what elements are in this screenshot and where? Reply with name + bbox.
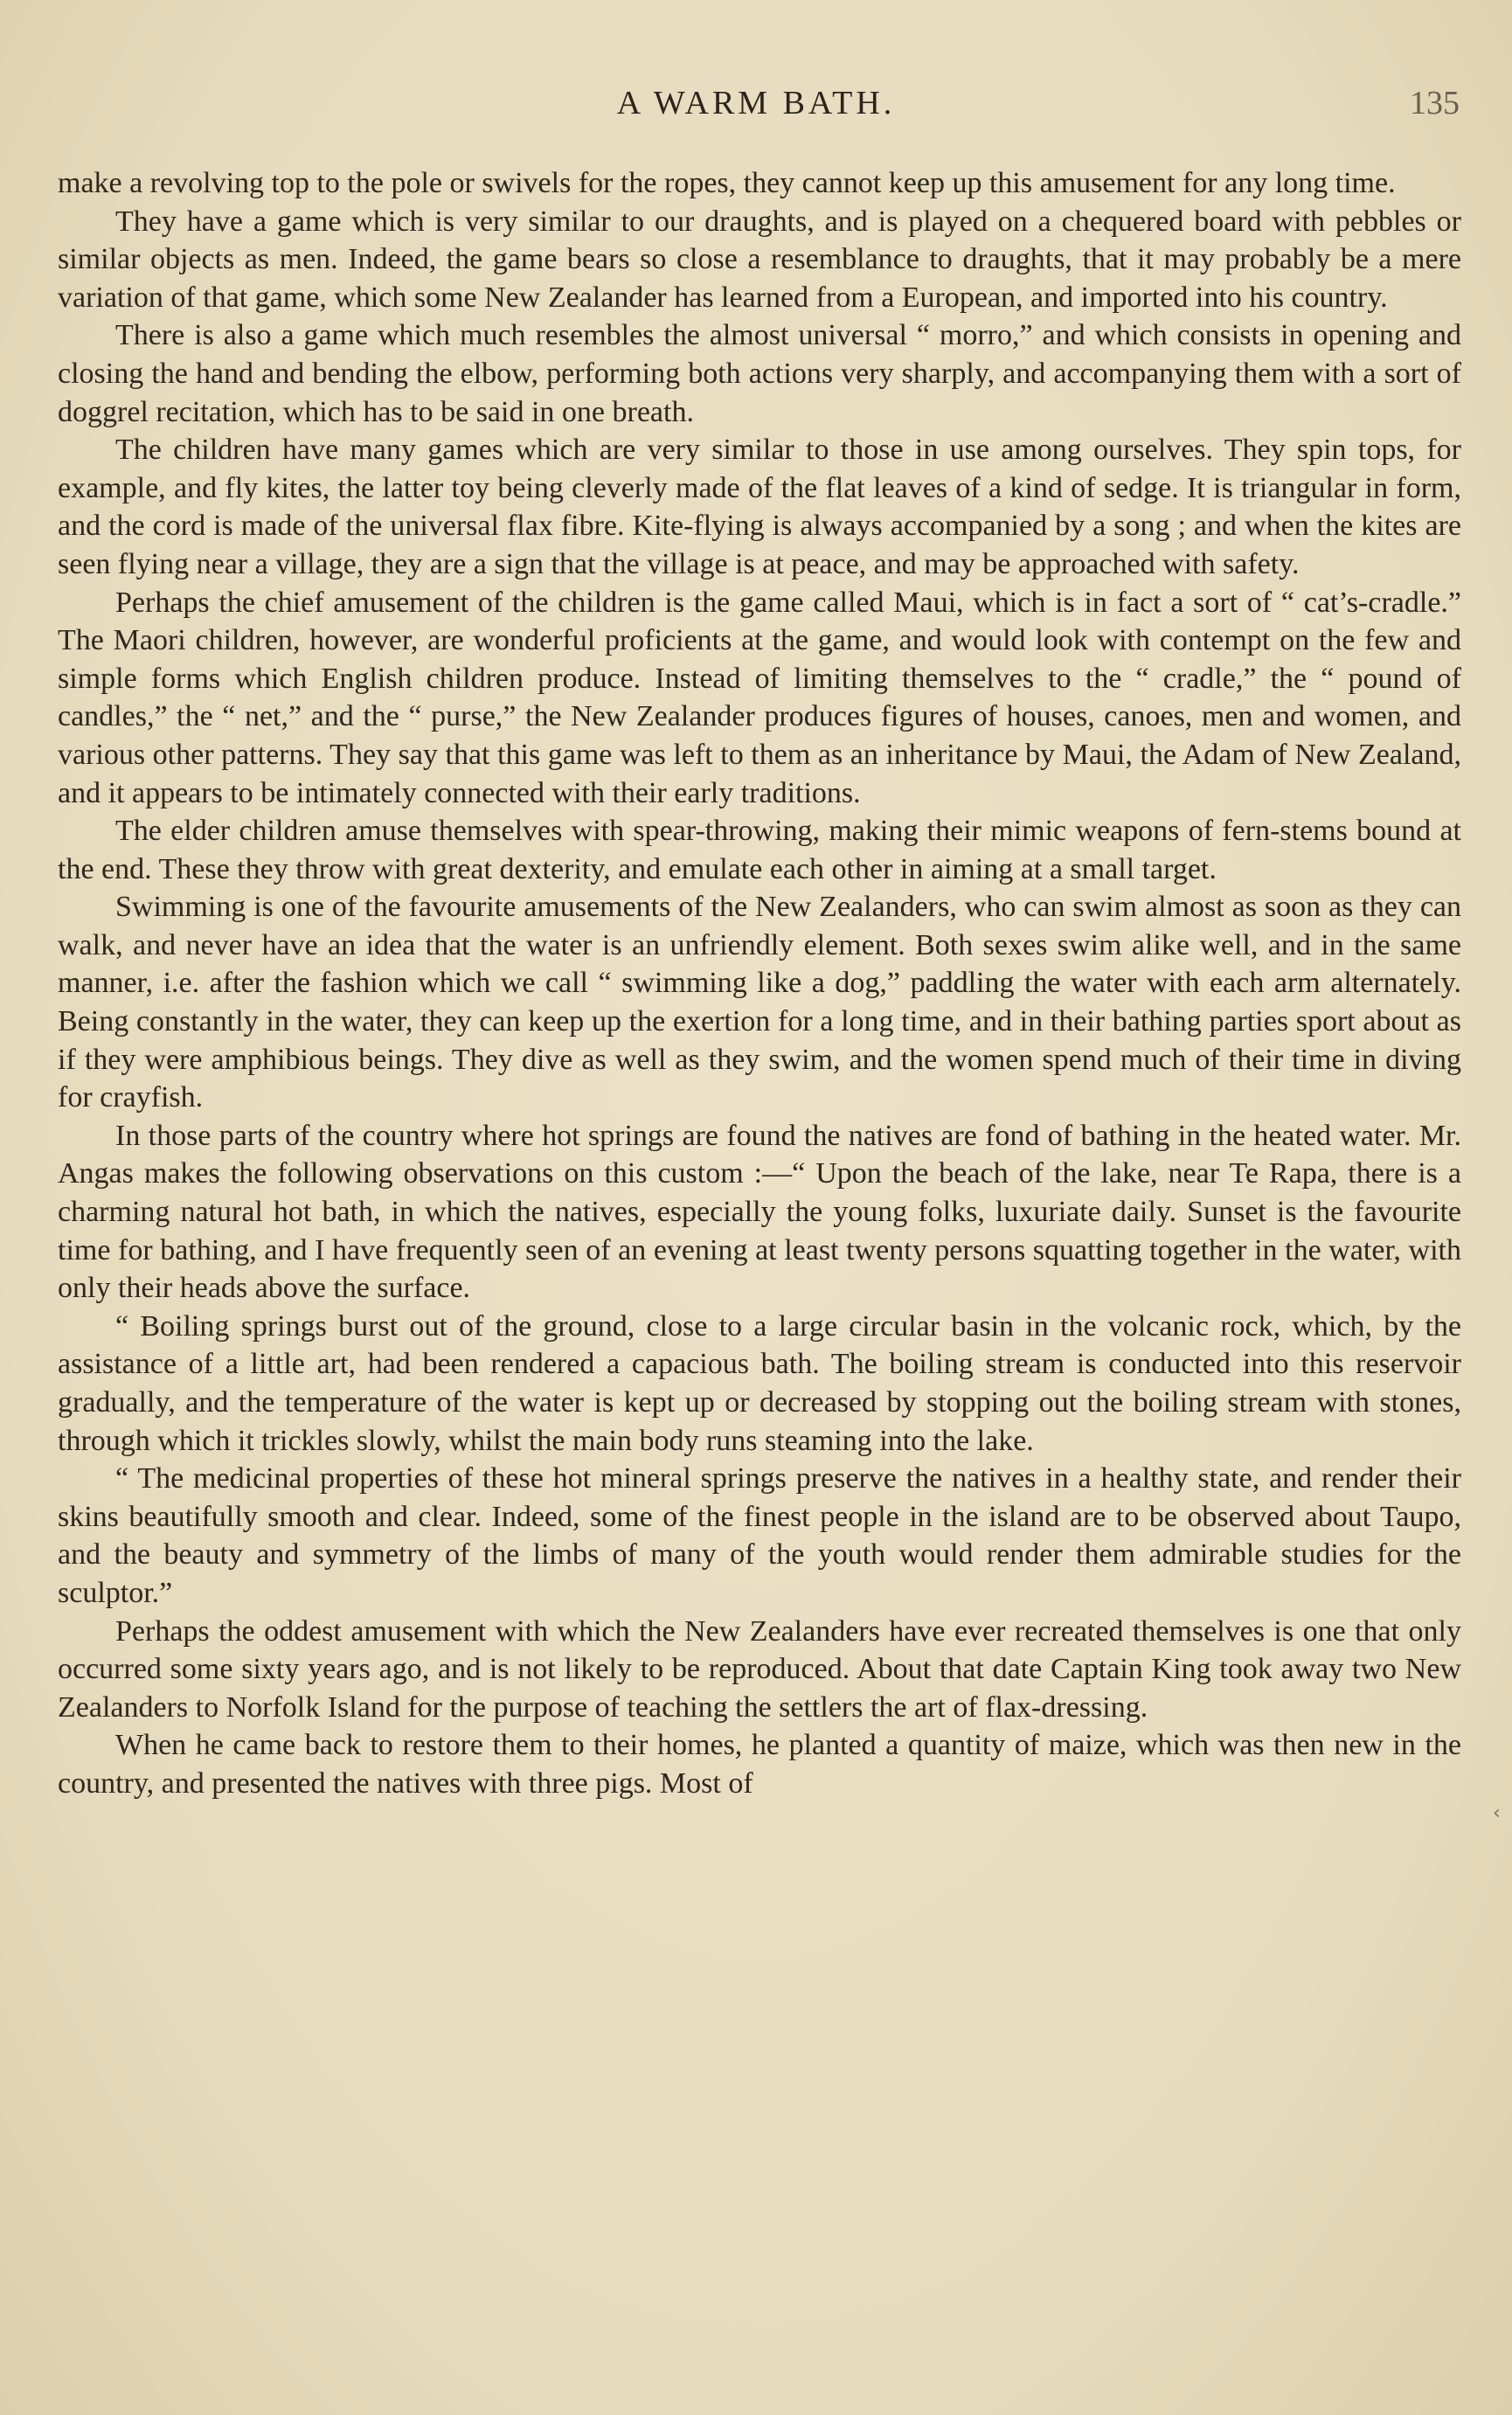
paragraph-7: Swimming is one of the favourite amusements of the New Zealanders, who can swim almost as soon as they can walk, and never have an idea that the water is an unfriendly element. Both sexes swim alike well, and in the same manner, i.e. after the fashion which we call “ swimming like a dog,” paddling the water with each arm alternately. Being constantly in the water, they can keep up the exertion for a long time, and in their bathing parties sport about as if they were amphibious beings. They dive as well as they swim, and the women spend much of their time in diving for crayfish. [58,891,1461,1114]
running-head [52,84,1460,128]
page-number: 135 [1410,85,1460,121]
body-text [58,164,1461,1803]
paragraph-8: In those parts of the country where hot springs are found the natives are fond of bathing in the heated water. Mr. Angas makes the following observations on this custom :—“ Upon the beach of the lake, near Te Rapa, there is a charming natural hot bath, in which the natives, especially the young folks, luxuriate daily. Sunset is the favourite time for bathing, and I have frequently seen of an evening at least twenty persons squatting together in the water, with only their heads above the surface. [58,1119,1461,1305]
running-title: A WARM BATH. [616,85,896,121]
margin-mark: ‹ [1493,1802,1501,1824]
paragraph-10: “ The medicinal properties of these hot mineral springs preserve the natives in a healthy state, and render their skins beautifully smooth and clear. Indeed, some of the finest people in the island are to be observed about Taupo, and the beauty and symmetry of the limbs of many of the youth would render them admirable studies for the sculptor.” [58,1462,1461,1609]
paragraph-2: They have a game which is very similar to our draughts, and is played on a chequered board with pebbles or similar objects as men. Indeed, the game bears so close a resemblance to draughts, that it may probably be a mere variation of that game, which some New Zealander has learned from a European, and imported into his country. [58,205,1461,314]
paragraph-9: “ Boiling springs burst out of the ground, close to a large circular basin in the volcanic rock, which, by the assistance of a little art, had been rendered a capacious bath. The boiling stream is conducted into this reservoir gradually, and the temperature of the water is kept up or decreased by stopping out the boiling stream with stones, through which it trickles slowly, whilst the main body runs steaming into the lake. [58,1309,1461,1457]
paragraph-1: make a revolving top to the pole or swivels for the ropes, they cannot keep up this amusement for any long time. [58,167,1396,199]
paragraph-4: The children have many games which are very similar to those in use among ourselves. They spin tops, for example, and fly kites, the latter toy being cleverly made of the flat leaves of a kind of sedge. It is triangular in form, and the cord is made of the universal flax fibre. Kite-flying is always accompanied by a song ; and when the kites are seen flying near a village, they are a sign that the village is at peace, and may be approached with safety. [58,434,1461,580]
paragraph-3: There is also a game which much resembles the almost universal “ morro,” and which consists in opening and closing the hand and bending the elbow, performing both actions very sharply, and accompanying them with a sort of doggrel recitation, which has to be said in one breath. [58,319,1461,428]
paragraph-11: Perhaps the oddest amusement with which the New Zealanders have ever recreated themselves is one that only occurred some sixty years ago, and is not likely to be reproduced. About that date Captain King took away two New Zealanders to Norfolk Island for the purpose of teaching the settlers the art of flax-dressing. [58,1614,1461,1724]
paragraph-6: The elder children amuse themselves with spear-throwing, making their mimic weapons of fern-stems bound at the end. These they throw with great dexterity, and emulate each other in aiming at a small target. [58,815,1461,885]
paragraph-12: When he came back to restore them to their homes, he planted a quantity of maize, which was then new in the country, and presented the natives with three pigs. Most of [58,1729,1461,1800]
paragraph-5: Perhaps the chief amusement of the children is the game called Maui, which is in fact a sort of “ cat’s-cradle.” The Maori children, however, are wonderful proficients at the game, and would look with contempt on the few and simple forms which English children produce. Instead of limiting themselves to the “ cradle,” the “ pound of candles,” the “ net,” and the “ purse,” the New Zealander produces figures of houses, canoes, men and women, and various other patterns. They say that this game was left to them as an inheritance by Maui, the Adam of New Zealand, and it appears to be intimately connected with their early traditions. [58,586,1461,809]
